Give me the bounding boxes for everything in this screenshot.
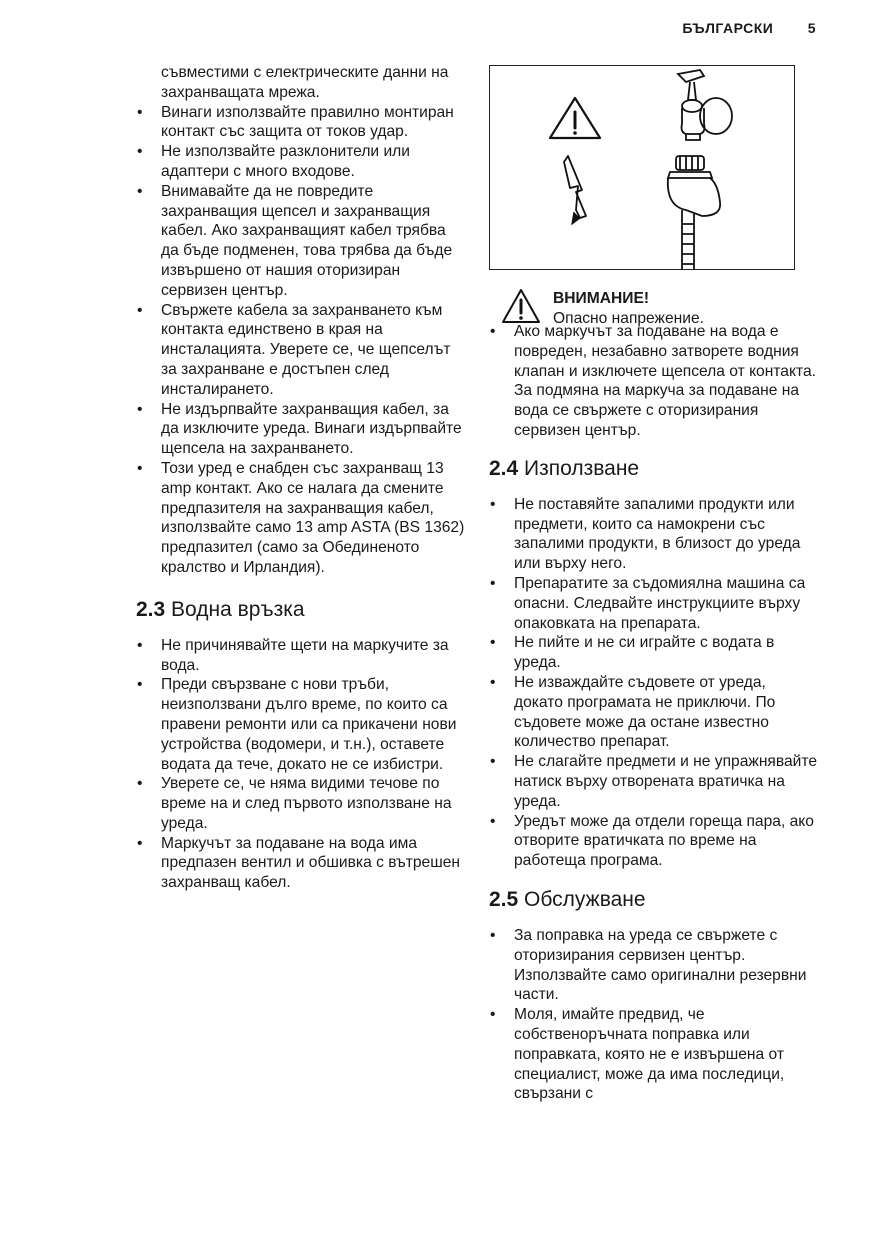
left-column [136,63,466,893]
section-heading-2-5 [489,887,819,913]
section-title: Водна връзка [171,597,305,621]
list-item: • Внимавайте да не повредите захранващия щепсел и захранващия кабел. Ако захранващият кабел трябва да бъде подменен, това трябва да бъде извършено от нашия оторизиран сервизен център. [136,182,466,301]
warning-icon [501,288,541,324]
list-item: • Този уред е снабден със захранващ 13 amp контакт. Ако се налага да смените предпазителя на захранващия кабел, използвайте само 13 amp ASTA (BS 1362) предпазител (само за Обединеното кралство и Ирландия). [136,459,466,578]
section-heading-2-3 [136,597,466,623]
service-list [489,926,819,1104]
section-number: 2.5 [489,887,519,911]
list-item: • Свържете кабела за захранването към контакта единствено в края на инсталацията. Уверете се, че щепселът за захранване е достъпен след инсталирането. [136,301,466,400]
water-tap-icon [678,70,732,140]
section-title: Обслужване [524,887,646,911]
hose-diagram-icon [490,66,796,271]
list-item: • Не слагайте предмети и не упражнявайте натиск върху отворената вратичка на уреда. [489,752,819,811]
list-item: • Не пийте и не си играйте с водата в уреда. [489,633,819,673]
usage-list [489,495,819,871]
section-title: Използване [524,456,640,480]
safety-list [136,103,466,578]
list-item: • Уверете се, че няма видими течове по време на и след първото използване на уреда. [136,774,466,833]
list-item: • Преди свързване с нови тръби, неизползвани дълго време, по които са правени ремонти или са прикачени нови устройства (водомери, и т.н.), оставете водата да тече, докато не се избистри. [136,675,466,774]
list-item: • Уредът може да отдели гореща пара, ако отворите вратичката по време на работеща програма. [489,812,819,871]
list-item: • Маркучът за подаване на вода има предпазен вентил и обшивка с вътрешен захранващ кабел. [136,834,466,893]
list-item: • Моля, имайте предвид, че собственоръчната поправка или поправката, която не е извършена от специалист, може да има последици, свързани с [489,1005,819,1104]
warning-text: Опасно напрежение. [553,310,704,327]
page-number: 5 [807,20,816,36]
page-header [682,20,816,36]
continuation-text: съвместими с електрическите данни на захранващата мрежа. [161,64,449,101]
list-item: • За поправка на уреда се свържете с оторизирания сервизен център. Използвайте само оригинални резервни части. [489,926,819,1005]
list-item: • Не издърпвайте захранващия кабел, за да изключите уреда. Винаги издърпвайте щепсела на захранването. [136,400,466,459]
hose-connector-icon [668,156,720,270]
list-item: • Не поставяйте запалими продукти или предмети, които са намокрени със запалими продукти, в близост до уреда или върху него. [489,495,819,574]
section-number: 2.3 [136,597,166,621]
water-hose-illustration [489,65,795,270]
water-connection-list [136,636,466,893]
list-item: • Не използвайте разклонители или адаптери с много входове. [136,142,466,182]
list-item: • Ако маркучът за подаване на вода е повреден, незабавно затворете водния клапан и изключете щепсела от контакта. За подмяна на маркуча за подаване на вода се свържете с оторизирания сервизен център. [489,322,819,441]
warning-list [489,322,819,441]
list-item: • Не изваждайте съдовете от уреда, докато програмата не приключи. По съдовете може да остане известно количество препарат. [489,673,819,752]
right-column [489,65,819,1104]
warning-title: ВНИМАНИЕ! [553,290,650,307]
list-item: • Препаратите за съдомиялна машина са опасни. Следвайте инструкциите върху опаковката на препарата. [489,574,819,633]
list-item: • Винаги използвайте правилно монтиран контакт със защита от токов удар. [136,103,466,143]
section-number: 2.4 [489,456,519,480]
section-heading-2-4 [489,456,819,482]
list-item: • Не причинявайте щети на маркучите за вода. [136,636,466,676]
header-language: БЪЛГАРСКИ [682,20,774,36]
lightning-bolt-icon [564,156,586,224]
warning-triangle-icon [550,98,600,138]
